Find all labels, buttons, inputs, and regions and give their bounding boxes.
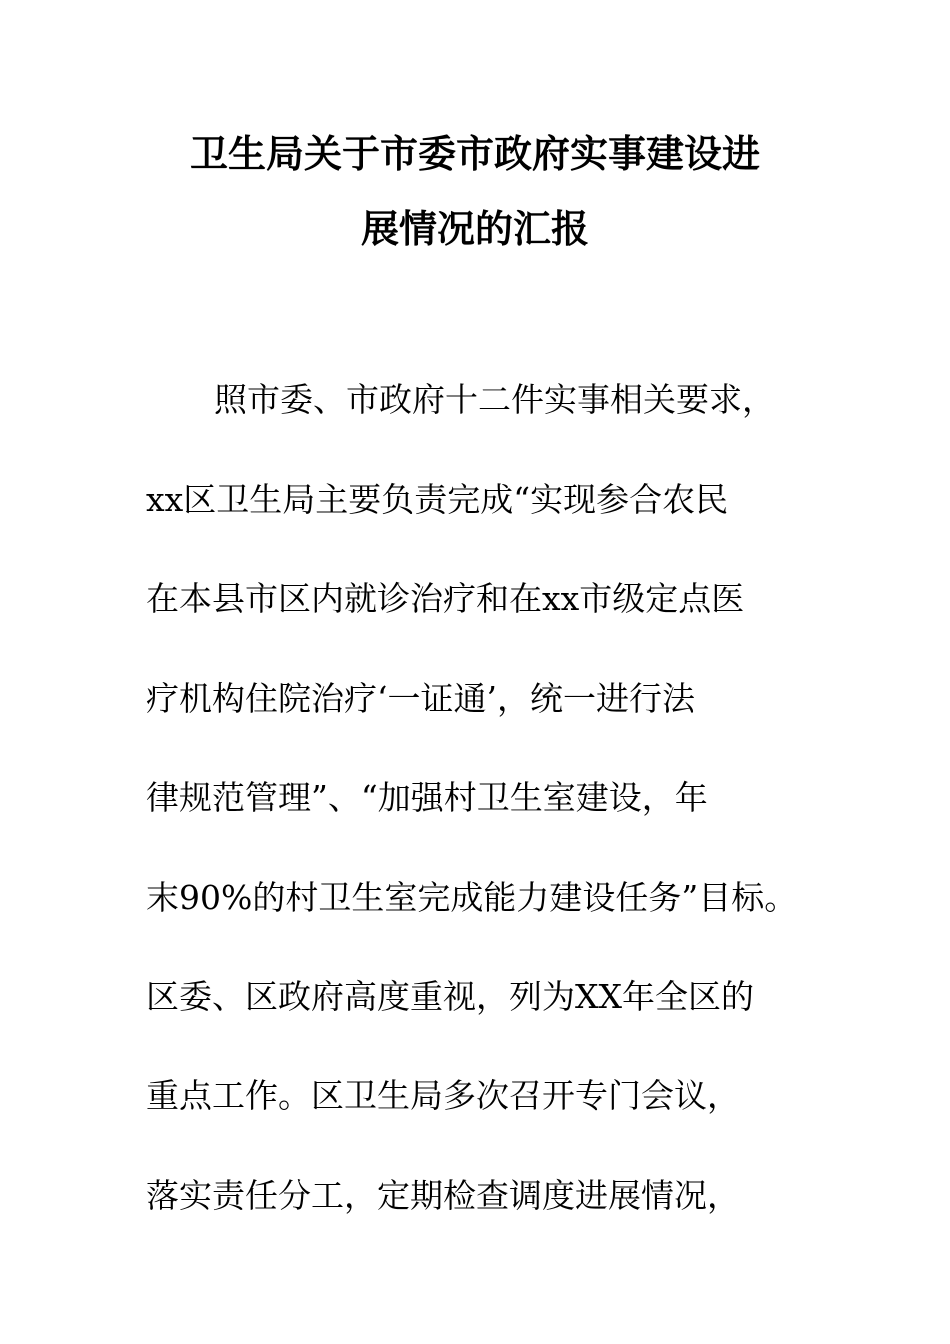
body-paragraph-line-4: 疗机构住院治疗‘一证通’，统一进行法 xyxy=(146,679,695,718)
body-paragraph-line-3: 在本县市区内就诊治疗和在xx市级定点医 xyxy=(146,579,745,618)
body-paragraph-line-5: 律规范管理”、“加强村卫生室建设，年 xyxy=(146,778,708,817)
body-paragraph-line-1: 照市委、市政府十二件实事相关要求， xyxy=(214,380,775,419)
document-title-line-2: 展情况的汇报 xyxy=(360,207,589,251)
body-paragraph-line-6: 末90%的村卫生室完成能力建设任务”目标。 xyxy=(146,878,798,917)
body-paragraph-line-7: 区委、区政府高度重视，列为XX年全区的 xyxy=(146,977,754,1016)
body-paragraph-line-8: 重点工作。区卫生局多次召开专门会议， xyxy=(146,1076,740,1115)
body-paragraph-line-9: 落实责任分工，定期检查调度进展情况， xyxy=(146,1176,740,1215)
document-title-line-1: 卫生局关于市委市政府实事建设进 xyxy=(189,132,760,176)
body-paragraph-line-2: xx区卫生局主要负责完成“实现参合农民 xyxy=(146,480,729,519)
